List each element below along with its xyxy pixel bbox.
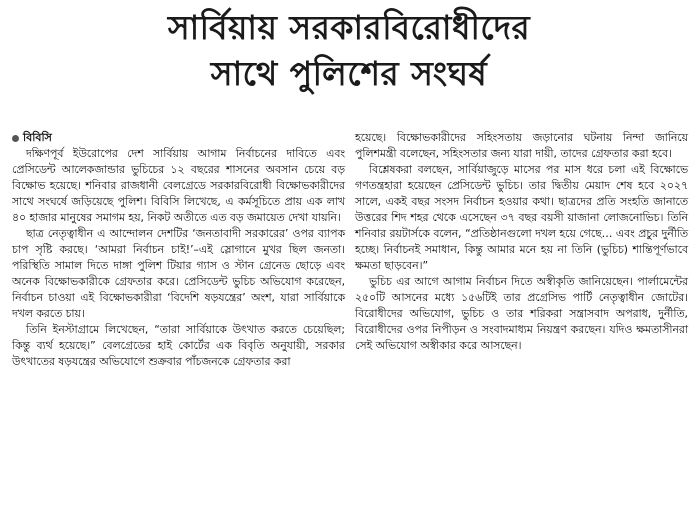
headline-line-1: সার্বিয়ায় সরকারবিরোধীদের <box>167 8 531 47</box>
left-column <box>12 130 345 370</box>
paragraph: বিশ্লেষকরা বলছেন, সার্বিয়াজুড়ে মাসের পর মাস ধরে চলা এই বিক্ষোভে গণতন্ত্রহারা হয়েছেন প্রেসিডেন্ট ভুচিচ। তার দ্বিতীয় মেয়াদ শেষ হবে ২০২৭ সালে, একই বছর সংসদ নির্বাচন হওয়ার কথা। ছাত্রদের প্রতি সংহতি জানাতে উত্তরের শিদ শহর থেকে এসেছেন ৩৭ বছর বয়সী য়াজানা লোজনোভিচ। তিনি শনিবার রয়টার্সকে বলেন, “প্রতিষ্ঠানগুলো দখল হয়ে গেছে… এবং প্রচুর দুর্নীতি হচ্ছে। নির্বাচনই সমাধান, কিন্তু আমার মনে হয় না তিনি (ভুচিচ) শান্তিপূর্ণভাবে ক্ষমতা ছাড়বেন।” <box>355 163 688 272</box>
byline-source: বিবিসি <box>23 131 52 144</box>
byline <box>12 130 345 146</box>
paragraph: দক্ষিণপূর্ব ইউরোপের দেশ সার্বিয়ায় আগাম নির্বাচনের দাবিতে এবং প্রেসিডেন্ট আলেকজান্ডার ভুচিচের ১২ বছরের শাসনের অবসান চেয়ে বড় বিক্ষোভ হয়েছে। শনিবার রাজধানী বেলগ্রেডে সরকারবিরোধী বিক্ষোভকারীদের সাথে সংঘর্ষে জড়িয়েছে পুলিশ। বিবিসি লিখেছে, এ কর্মসূচিতে প্রায় এক লাখ ৪০ হাজার মানুষের সমাগম হয়, নিকট অতীতে এত বড় জমায়েত দেখা যায়নি। <box>12 147 345 224</box>
headline-line-2: সাথে পুলিশের সংঘর্ষ <box>210 54 488 93</box>
right-column <box>355 130 688 370</box>
headline <box>8 6 690 96</box>
paragraph: ভুচিচ এর আগে আগাম নির্বাচন দিতে অস্বীকৃতি জানিয়েছেন। পার্লামেন্টের ২৫০টি আসনের মধ্যে ১৫৬টিই তার প্রগ্রেসিভ পার্টি নেতৃত্বাধীন জোটের। বিরোধীদের অভিযোগ, ভুচিচ ও তার শরিকরা সন্ত্রাসবাদ অপরাধ, দুর্নীতি, বিরোধীদের ওপর নিপীড়ন ও সংবাদমাধ্যম নিয়ন্ত্রণ করছেন। যদিও ক্ষমতাসীনরা সেই অভিযোগ অস্বীকার করে আসছেন। <box>355 275 688 352</box>
bullet-icon <box>12 135 19 142</box>
paragraph: ছাত্র নেতৃত্বাধীন এ আন্দোলন দেশটির ‘জনতাবাদী সরকারের’ ওপর ব্যাপক চাপ সৃষ্টি করছে। ‘আমরা নির্বাচন চাই!’–এই স্লোগানে মুখর ছিল জনতা। পরিস্থিতি সামাল দিতে দাঙ্গা পুলিশ টিয়ার গ্যাস ও স্টান গ্রেনেড ছোড়ে এবং অনেক বিক্ষোভকারীকে গ্রেফতার করে। প্রেসিডেন্ট ভুচিচ অভিযোগ করেছেন, নির্বাচন চাওয়া এই বিক্ষোভকারীরা ‘বিদেশি ষড়যন্ত্রের’ অংশ, যারা সার্বিয়াকে দখল করতে চায়। <box>12 227 345 320</box>
article-body <box>12 130 688 370</box>
paragraph: হয়েছে। বিক্ষোভকারীদের সহিংসতায় জড়ানোর ঘটনায় নিন্দা জানিয়ে পুলিশমন্ত্রী বলেছেন, সহিংসতার জন্য যারা দায়ী, তাদের গ্রেফতার করা হবে। <box>355 131 688 160</box>
paragraph: তিনি ইনস্টাগ্রামে লিখেছেন, “তারা সার্বিয়াকে উৎখাত করতে চেয়েছিল; কিন্তু ব্যর্থ হয়েছে।” বেলগ্রেডের হাই কোর্টের এক বিবৃতি অনুযায়ী, সরকার উৎখাতের ষড়যন্ত্রের অভিযোগে শুক্রবার পাঁচজনকে গ্রেফতার করা <box>12 323 345 368</box>
